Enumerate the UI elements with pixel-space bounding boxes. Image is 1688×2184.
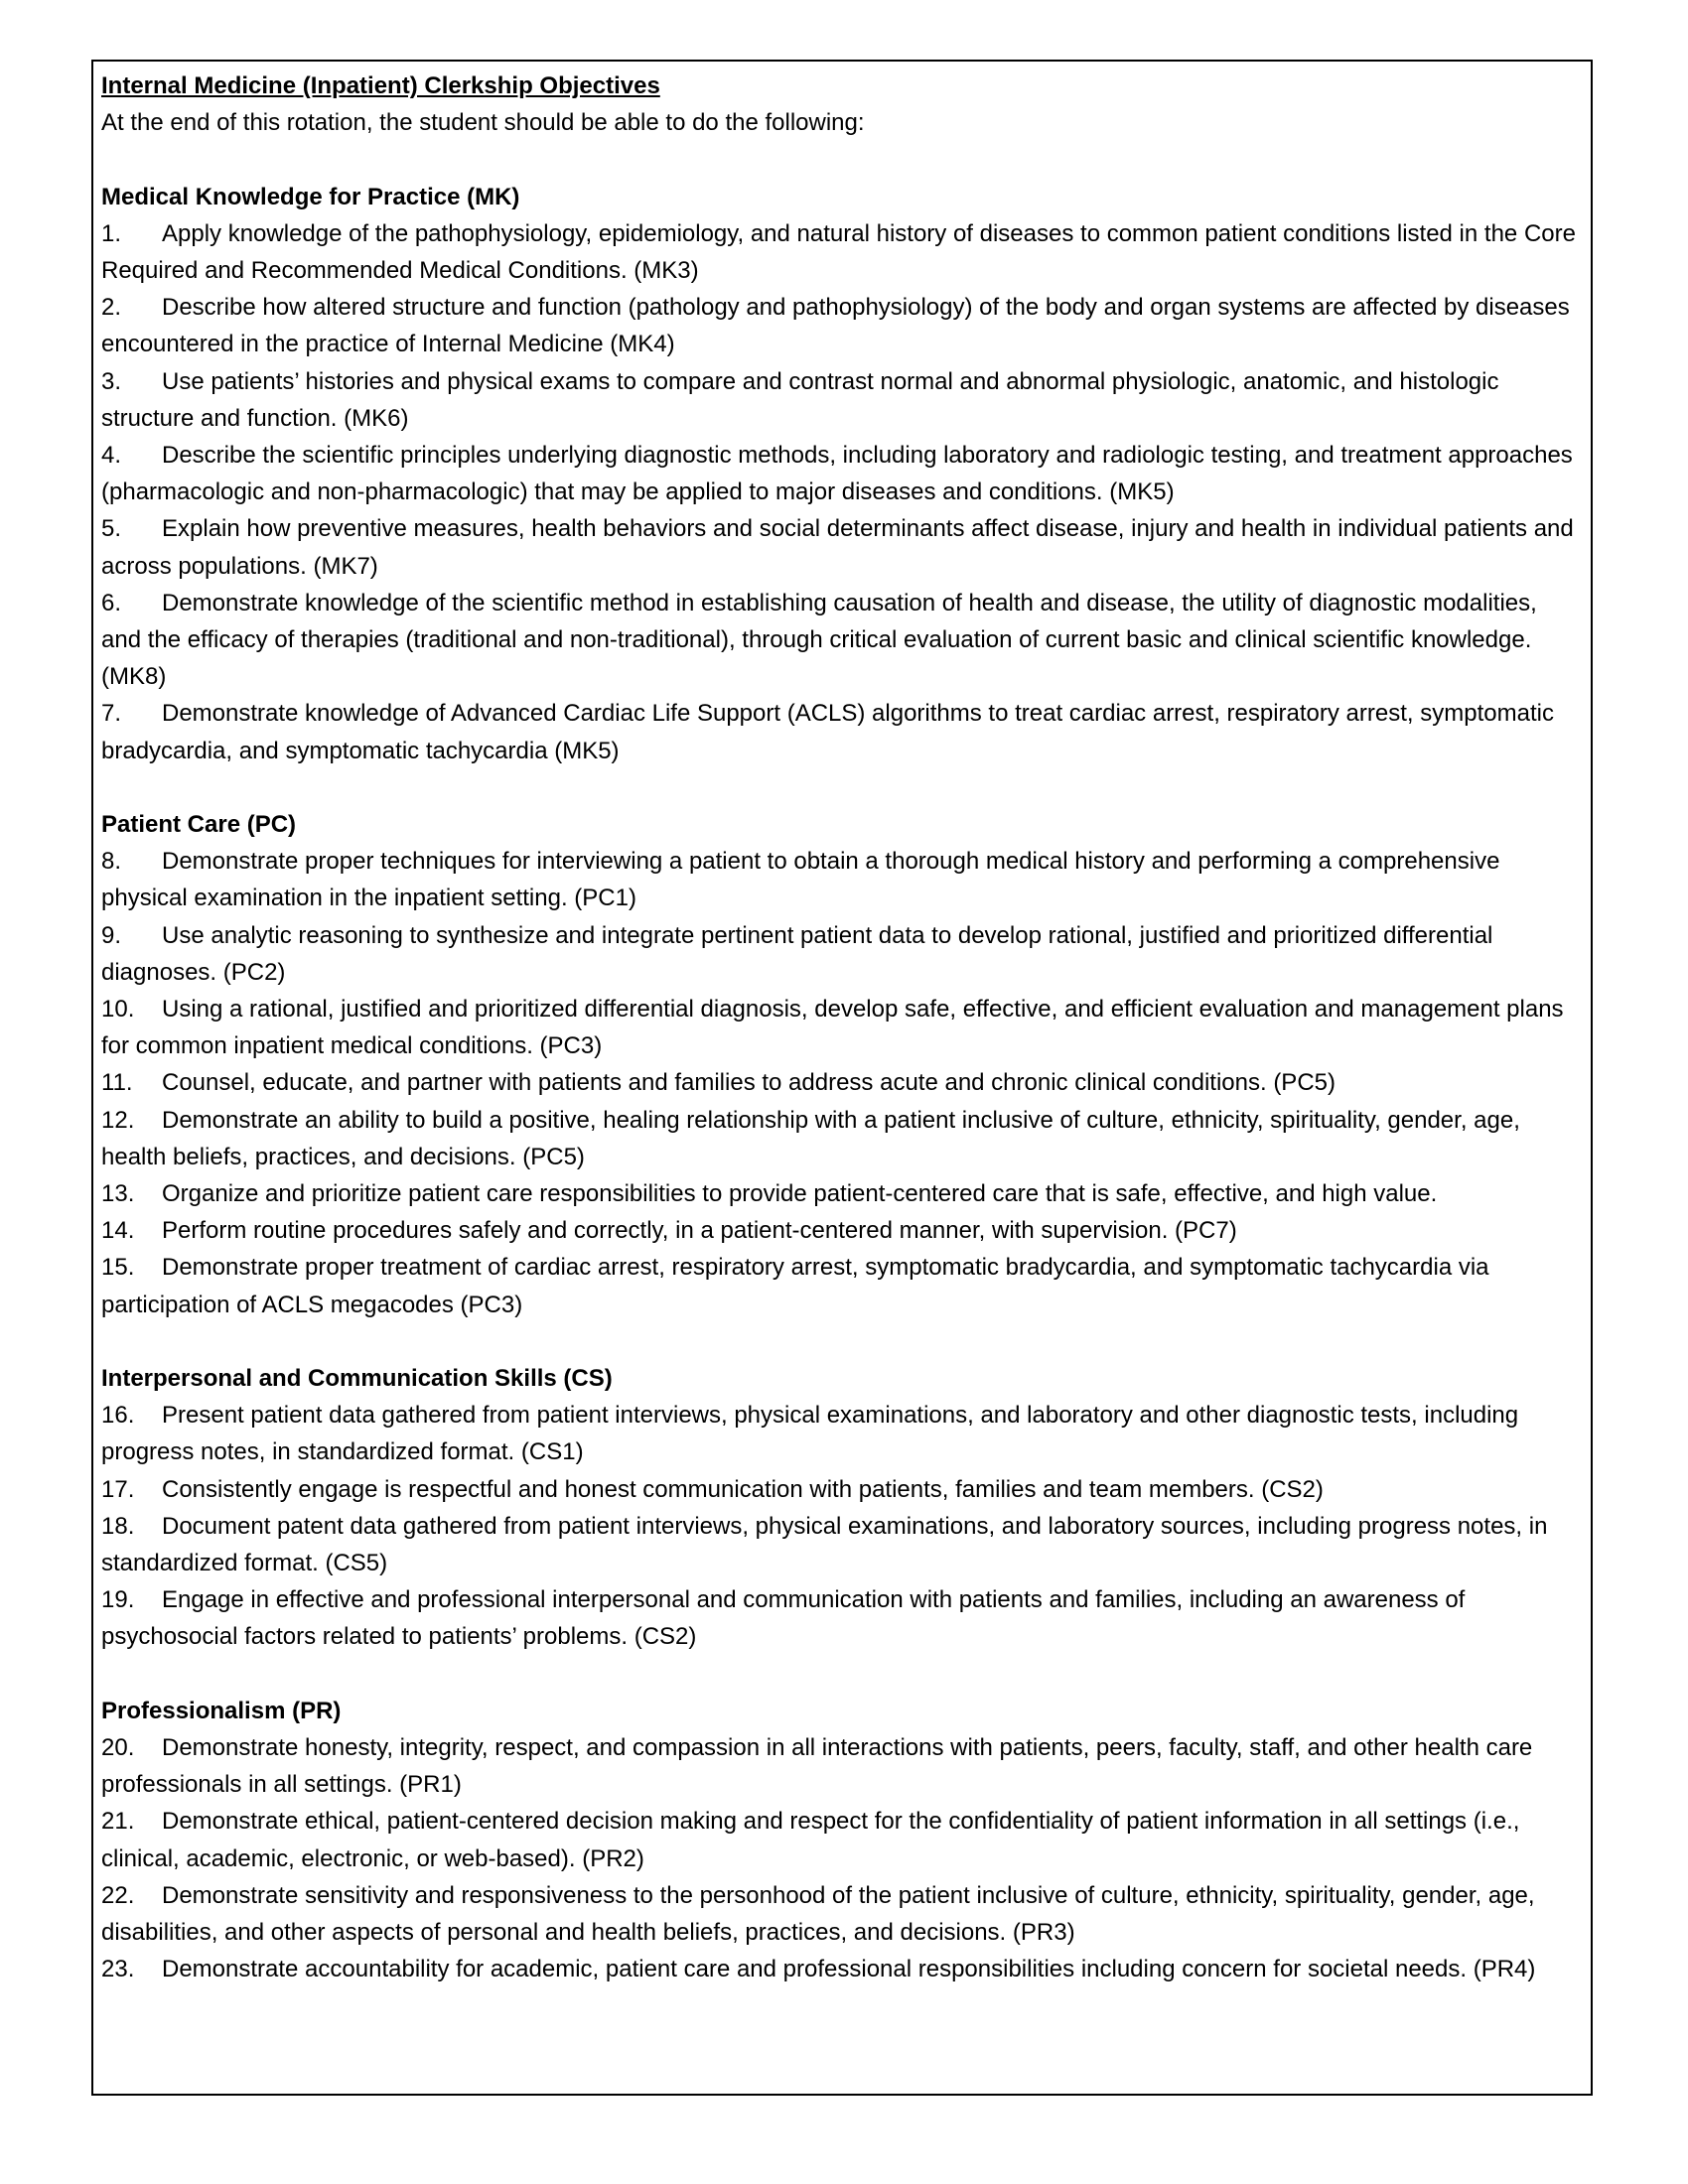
objective-number: 16. [101, 1402, 135, 1430]
objective-text: Describe how altered structure and function (pathology and pathophysiology) of the body and organ systems are affected by diseases encountered in the practice of Internal Medicine (MK4) [101, 294, 1570, 358]
objective-text: Demonstrate honesty, integrity, respect, and compassion in all interactions with patients, peers, faculty, staff, and other health care professionals in all settings. (PR1) [101, 1734, 1533, 1799]
objective-item [101, 1397, 1577, 1470]
objective-item [101, 843, 1577, 916]
objective-text: Organize and prioritize patient care responsibilities to provide patient-centered care that is safe, effective, and high value. [162, 1180, 1438, 1208]
objective-text: Use analytic reasoning to synthesize and integrate pertinent patient data to develop rational, justified and prioritized differential diagnoses. (PC2) [101, 921, 1493, 986]
objective-number: 18. [101, 1512, 135, 1540]
objective-item [101, 289, 1577, 362]
section-heading: Interpersonal and Communication Skills (CS) [101, 1365, 613, 1393]
objective-item [101, 1175, 1577, 1212]
objective-number: 20. [101, 1734, 135, 1762]
objective-item [101, 1803, 1577, 1876]
objective-number: 17. [101, 1475, 135, 1503]
objective-text: Apply knowledge of the pathophysiology, epidemiology, and natural history of diseases to common patient conditions listed in the Core Required and Recommended Medical Conditions. (MK3) [101, 219, 1576, 284]
objective-text: Demonstrate proper treatment of cardiac arrest, respiratory arrest, symptomatic bradycardia, and symptomatic tachycardia via participation of ACLS megacodes (PC3) [101, 1254, 1489, 1318]
section-heading: Medical Knowledge for Practice (MK) [101, 183, 520, 210]
section-patient-care [101, 806, 1577, 1323]
objective-number: 21. [101, 1808, 135, 1836]
objective-text: Demonstrate ethical, patient-centered decision making and respect for the confidentiality of patient information in all settings (i.e., clinical, academic, electronic, or web-based). (PR2) [101, 1808, 1520, 1872]
section-heading: Professionalism (PR) [101, 1697, 342, 1724]
objective-item [101, 437, 1577, 510]
objective-number: 12. [101, 1106, 135, 1134]
objective-number: 6. [101, 589, 122, 616]
objective-text: Present patient data gathered from patient interviews, physical examinations, and laboratory and other diagnostic tests, including progress notes, in standardized format. (CS1) [101, 1402, 1519, 1466]
objective-text: Using a rational, justified and prioritized differential diagnosis, develop safe, effective, and efficient evaluation and management plans for common inpatient medical conditions. (PC3) [101, 996, 1564, 1060]
objective-number: 23. [101, 1956, 135, 1983]
objective-text: Demonstrate knowledge of the scientific method in establishing causation of health and disease, the utility of diagnostic modalities, and the efficacy of therapies (traditional and non-traditional), through critical evaluation of current basic and clinical scientific knowledge. (MK8) [101, 589, 1537, 691]
objective-text: Explain how preventive measures, health behaviors and social determinants affect disease, injury and health in individual patients and across populations. (MK7) [101, 515, 1574, 580]
document-title: Internal Medicine (Inpatient) Clerkship Objectives [101, 72, 660, 99]
objective-number: 2. [101, 294, 122, 322]
objective-text: Engage in effective and professional interpersonal and communication with patients and families, including an awareness of psychosocial factors related to patients’ problems. (CS2) [101, 1586, 1466, 1651]
objective-item [101, 585, 1577, 696]
objective-item [101, 695, 1577, 768]
objective-item [101, 1471, 1577, 1508]
objective-item [101, 1581, 1577, 1655]
objective-item [101, 1951, 1577, 1987]
objective-text: Perform routine procedures safely and correctly, in a patient-centered manner, with supervision. (PC7) [162, 1217, 1237, 1245]
objective-number: 15. [101, 1254, 135, 1282]
objective-item [101, 1212, 1577, 1249]
objective-item [101, 215, 1577, 289]
objective-number: 14. [101, 1217, 135, 1245]
objective-item [101, 510, 1577, 584]
document-intro: At the end of this rotation, the student should be able to do the following: [101, 109, 865, 137]
objective-number: 3. [101, 367, 122, 395]
objective-list [101, 1397, 1577, 1655]
objective-number: 19. [101, 1586, 135, 1614]
objective-text: Demonstrate knowledge of Advanced Cardiac Life Support (ACLS) algorithms to treat cardiac arrest, respiratory arrest, symptomatic bradycardia, and symptomatic tachycardia (MK5) [101, 700, 1554, 764]
objective-list [101, 215, 1577, 769]
objective-number: 4. [101, 442, 122, 470]
objective-list [101, 1729, 1577, 1987]
objective-item [101, 1877, 1577, 1951]
objective-number: 8. [101, 848, 122, 876]
objective-number: 11. [101, 1069, 133, 1097]
objectives-document [91, 60, 1593, 2096]
section-communication-skills [101, 1360, 1577, 1656]
objective-item [101, 991, 1577, 1064]
objective-text: Demonstrate sensitivity and responsiveness to the personhood of the patient inclusive of culture, ethnicity, spirituality, gender, age, disabilities, and other aspects of personal and health beliefs, practices, and decisions. (PR3) [101, 1881, 1535, 1947]
objective-text: Use patients’ histories and physical exams to compare and contrast normal and abnormal physiologic, anatomic, and histologic structure and function. (MK6) [101, 367, 1499, 432]
objective-item [101, 1249, 1577, 1322]
objective-item [101, 1102, 1577, 1175]
objective-number: 1. [101, 219, 122, 247]
section-professionalism [101, 1693, 1577, 1988]
objective-number: 10. [101, 996, 135, 1024]
objective-number: 7. [101, 700, 122, 728]
objective-list [101, 843, 1577, 1323]
section-heading: Patient Care (PC) [101, 811, 297, 839]
objective-text: Demonstrate accountability for academic, patient care and professional responsibilities including concern for societal needs. (PR4) [162, 1956, 1536, 1983]
sections-container [101, 179, 1577, 1988]
objective-text: Demonstrate an ability to build a positive, healing relationship with a patient inclusive of culture, ethnicity, spirituality, gender, age, health beliefs, practices, and decisions. (PC5) [101, 1106, 1520, 1170]
objective-text: Describe the scientific principles underlying diagnostic methods, including laboratory and radiologic testing, and treatment approaches (pharmacologic and non-pharmacologic) that may be applied to major diseases and conditions. (MK5) [101, 442, 1573, 506]
objective-text: Demonstrate proper techniques for interviewing a patient to obtain a thorough medical history and performing a comprehensive physical examination in the inpatient setting. (PC1) [101, 848, 1500, 912]
objective-item [101, 1729, 1577, 1803]
objective-number: 13. [101, 1180, 135, 1208]
objective-item [101, 917, 1577, 991]
objective-number: 22. [101, 1881, 135, 1909]
objective-text: Document patent data gathered from patient interviews, physical examinations, and laboratory sources, including progress notes, in standardized format. (CS5) [101, 1512, 1548, 1577]
objective-number: 5. [101, 515, 122, 543]
objective-item [101, 1064, 1577, 1101]
objective-item [101, 1508, 1577, 1581]
objective-text: Counsel, educate, and partner with patients and families to address acute and chronic clinical conditions. (PC5) [162, 1069, 1336, 1097]
objective-text: Consistently engage is respectful and honest communication with patients, families and team members. (CS2) [162, 1475, 1324, 1503]
objective-item [101, 363, 1577, 437]
section-medical-knowledge [101, 179, 1577, 769]
objective-number: 9. [101, 921, 122, 949]
